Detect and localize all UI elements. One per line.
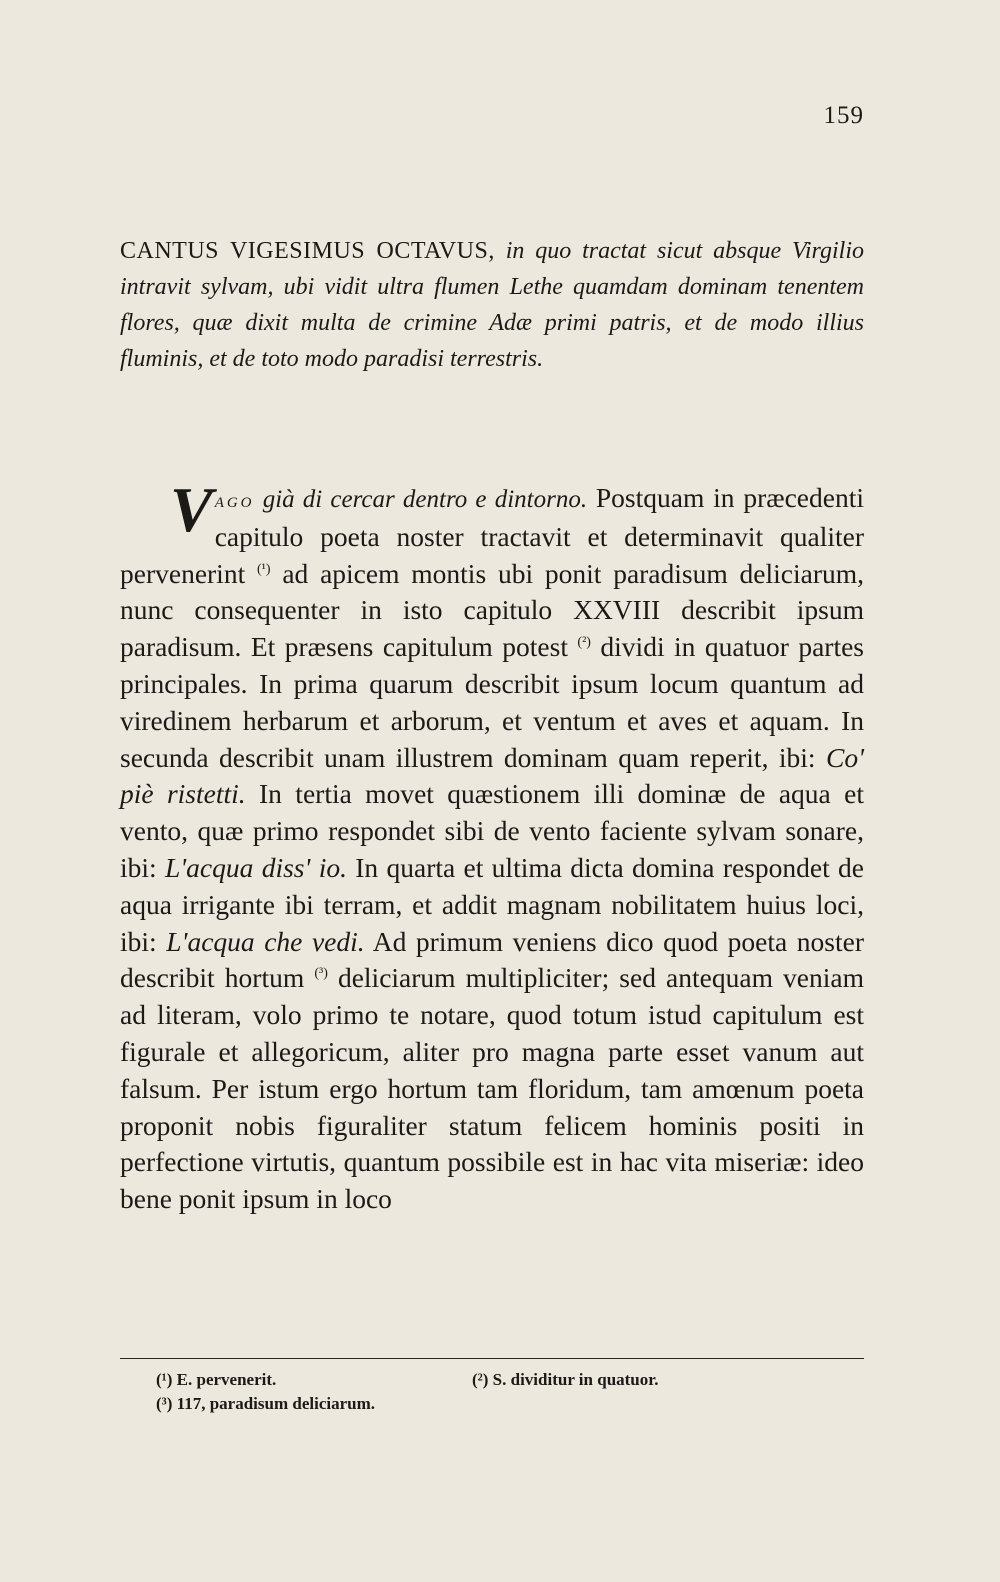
text-segment: Postquam in præcedenti capitulo poeta noster tractavit et determinavit qualiter pervenerint (120, 482, 864, 589)
opening-rest: già di cercar dentro e dintorno. (254, 486, 588, 513)
commentary-text (120, 474, 865, 1218)
footnote-rule (120, 1358, 864, 1359)
footnotes (120, 1368, 864, 1416)
text-segment: ad apicem montis ubi ponit paradisum deliciarum, nunc consequenter in isto capitulo XXVIII describit ipsum paradisum. Et præsens capitulum potest (120, 557, 864, 663)
drop-cap: V (170, 474, 213, 545)
opening-quote (215, 486, 587, 513)
footnote-ref: (²) (577, 635, 591, 651)
chapter-title: CANTUS VIGESIMUS OCTAVUS, (120, 238, 495, 264)
text-segment: Ad primum veniens dico quod poeta noster describit hortum (120, 925, 865, 994)
footnote-2: (²) S. dividitur in quatuor. (472, 1370, 659, 1389)
footnote-ref: (¹) (257, 561, 271, 577)
text-segment: deliciarum multipliciter; sed antequam veniam ad literam, volo primo te notare, quod totum istud capitulum est figurale et allegoricum, aliter pro magna parte esset vanum aut falsum. Per istum ergo hortum tam floridum, tam amœnum poeta proponit nobis figuraliter statum felicem hominis positi in perfectione virtutis, quantum possibile est in hac vita miseriæ: ideo bene ponit ipsum in loco (120, 962, 864, 1215)
chapter-description: in quo tractat sicut absque Virgilio intravit sylvam, ubi vidit ultra flumen Lethe quamdam dominam tenentem flores, quæ dixit multa de crimine Adæ primi patris, et de modo illius fluminis, et de toto modo paradisi terrestris. (120, 238, 864, 372)
quotation: L'acqua che vedi. (166, 925, 365, 957)
opening-small-caps: ago (214, 487, 255, 512)
quotation: Co' piè ristetti. (120, 741, 864, 810)
footnote-3: (³) 117, paradisum deliciarum. (156, 1394, 376, 1413)
chapter-heading (120, 233, 864, 377)
book-page (120, 0, 864, 1582)
footnote-1: (¹) E. pervenerit. (156, 1370, 277, 1389)
text-segment: dividi in quatuor partes principales. In prima quarum describit ipsum locum quantum ad viredinem herbarum et arborum, et ventum et aves et aquam. In secunda describit unam illustrem dominam quam reperit, ibi: (120, 631, 864, 773)
text-segment: In tertia movet quæstionem illi dominæ de aqua et vento, quæ primo respondet sibi de vento faciente sylvam sonare, ibi: (120, 778, 864, 883)
quotation: L'acqua diss' io. (165, 851, 347, 883)
page-number: 159 (823, 102, 864, 129)
text-segment: In quarta et ultima dicta domina respondet de aqua irrigante ibi terram, et addit magnam nobilitatem huius loci, ibi: (120, 851, 865, 957)
footnote-ref: (³) (314, 966, 328, 982)
